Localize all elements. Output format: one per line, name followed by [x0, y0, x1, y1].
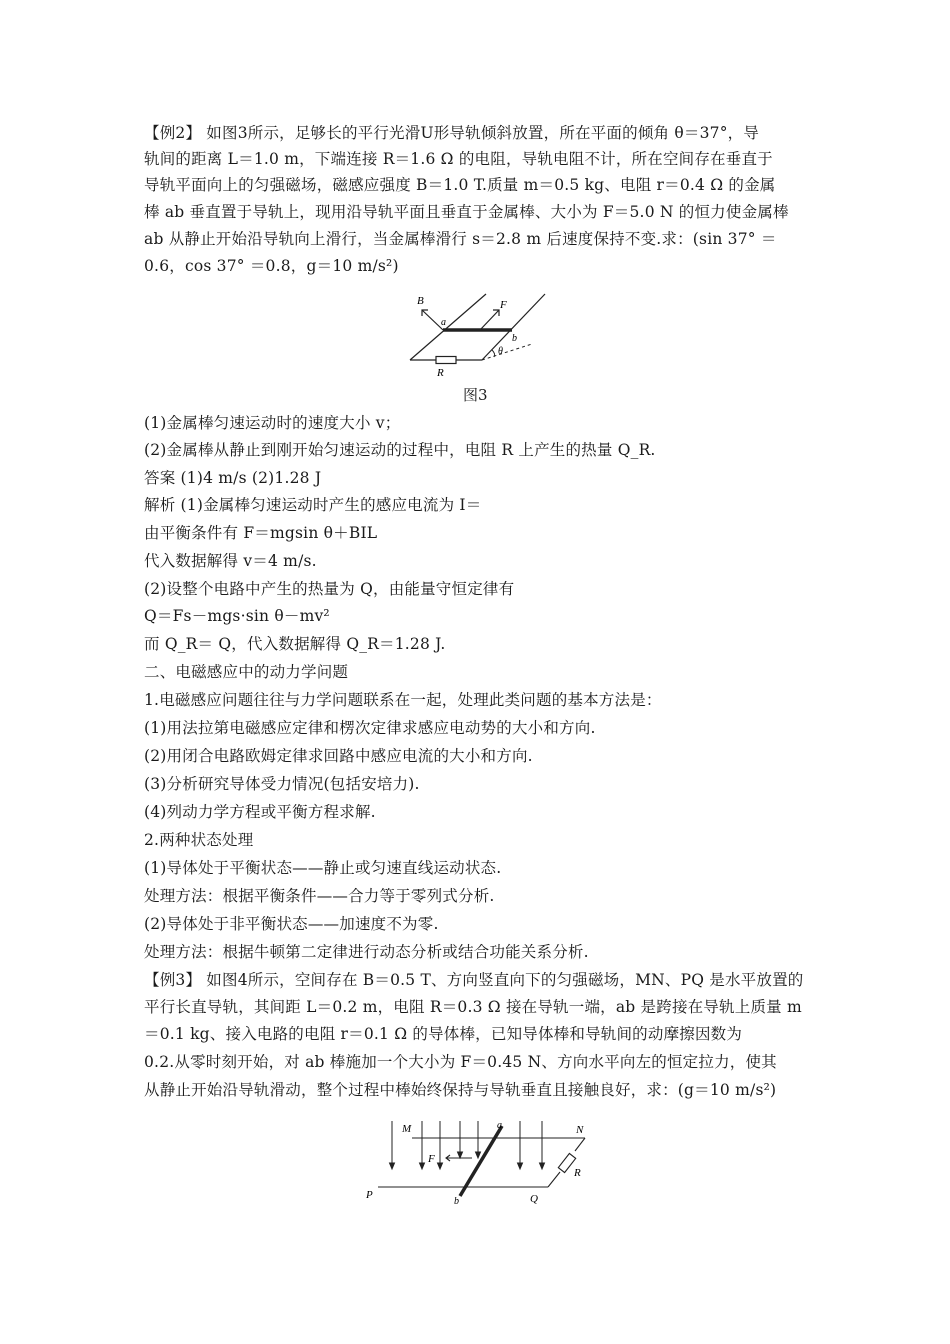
label-a: a — [441, 317, 446, 328]
text-line: 处理方法：根据平衡条件——合力等于零列式分析. — [144, 887, 495, 905]
figure-4-horizontal-rails — [360, 1118, 610, 1218]
text-line: 【例2】 如图3所示，足够长的平行光滑U形导轨倾斜放置，所在平面的倾角 θ＝37°，导 — [144, 124, 760, 142]
label-Q: Q — [530, 1193, 538, 1205]
text-line: 从静止开始沿导轨滑动，整个过程中棒始终保持与导轨垂直且接触良好，求：(g＝10 m/s²) — [144, 1081, 777, 1099]
text-line: (4)列动力学方程或平衡方程求解. — [144, 803, 376, 821]
text-line: (2)用闭合电路欧姆定律求回路中感应电流的大小和方向. — [144, 747, 533, 765]
text-line: 由平衡条件有 F＝mgsin θ＋BIL — [144, 524, 378, 542]
text-line: 答案 (1)4 m/s (2)1.28 J — [144, 469, 322, 487]
label-b: b — [454, 1196, 459, 1207]
text-line: 而 Q_R＝ Q，代入数据解得 Q_R＝1.28 J. — [144, 635, 446, 653]
text-line: (1)金属棒匀速运动时的速度大小 v； — [144, 414, 401, 432]
text-line: 代入数据解得 v＝4 m/s. — [144, 552, 317, 570]
text-line: 【例3】 如图4所示，空间存在 B＝0.5 T、方向竖直向下的匀强磁场，MN、PQ 是水平放置的 — [144, 971, 804, 989]
section-heading: 二、电磁感应中的动力学问题 — [144, 663, 349, 681]
text-line: Q＝Fs－mgs·sin θ－mv² — [144, 607, 330, 625]
label-P: P — [366, 1189, 373, 1201]
label-M: M — [402, 1123, 412, 1135]
text-line: 2.两种状态处理 — [144, 831, 254, 849]
text-line: 轨间的距离 L＝1.0 m，下端连接 R＝1.6 Ω 的电阻，导轨电阻不计，所在空间存在垂直于 — [144, 150, 773, 168]
text-line: (1)用法拉第电磁感应定律和楞次定律求感应电动势的大小和方向. — [144, 719, 596, 737]
text-line: 导轨平面向上的匀强磁场，磁感应强度 B＝1.0 T.质量 m＝0.5 kg、电阻 r＝0.4 Ω 的金属 — [144, 176, 776, 194]
label-N: N — [576, 1124, 584, 1136]
label-F: F — [428, 1153, 435, 1165]
label-a: a — [497, 1120, 502, 1131]
text-line: 平行长直导轨，其间距 L＝0.2 m，电阻 R＝0.3 Ω 接在导轨一端，ab 是跨接在导轨上质量 m — [144, 998, 802, 1016]
text-line: (2)导体处于非平衡状态——加速度不为零. — [144, 915, 439, 933]
label-theta: θ — [498, 346, 503, 357]
text-line: 0.2.从零时刻开始，对 ab 棒施加一个大小为 F＝0.45 N、方向水平向左的恒定拉力，使其 — [144, 1053, 777, 1071]
text-line: 解析 (1)金属棒匀速运动时产生的感应电流为 I＝ — [144, 496, 482, 514]
text-line: (2)设整个电路中产生的热量为 Q，由能量守恒定律有 — [144, 580, 515, 598]
text-line: 0.6，cos 37° ＝0.8，g＝10 m/s²) — [144, 257, 399, 275]
text-line: (2)金属棒从静止到刚开始匀速运动的过程中，电阻 R 上产生的热量 Q_R. — [144, 441, 656, 459]
text-line: (1)导体处于平衡状态——静止或匀速直线运动状态. — [144, 859, 502, 877]
figure-3-caption: 图3 — [463, 386, 488, 404]
label-b: b — [512, 333, 517, 344]
label-R: R — [437, 367, 444, 379]
figure-3-inclined-rails — [400, 288, 560, 380]
label-R: R — [574, 1167, 581, 1179]
text-line: 处理方法：根据牛顿第二定律进行动态分析或结合功能关系分析. — [144, 943, 589, 961]
text-line: 1.电磁感应问题往往与力学问题联系在一起，处理此类问题的基本方法是： — [144, 691, 662, 709]
label-B: B — [417, 295, 424, 307]
text-line: ＝0.1 kg、接入电路的电阻 r＝0.1 Ω 的导体棒，已知导体棒和导轨间的动摩擦因数为 — [144, 1025, 743, 1043]
text-line: (3)分析研究导体受力情况(包括安培力). — [144, 775, 420, 793]
text-line: 棒 ab 垂直置于导轨上，现用沿导轨平面且垂直于金属棒、大小为 F＝5.0 N 的恒力使金属棒 — [144, 203, 789, 221]
label-F: F — [500, 299, 507, 311]
text-line: ab 从静止开始沿导轨向上滑行，当金属棒滑行 s＝2.8 m 后速度保持不变.求：(sin 37° ＝ — [144, 230, 777, 248]
